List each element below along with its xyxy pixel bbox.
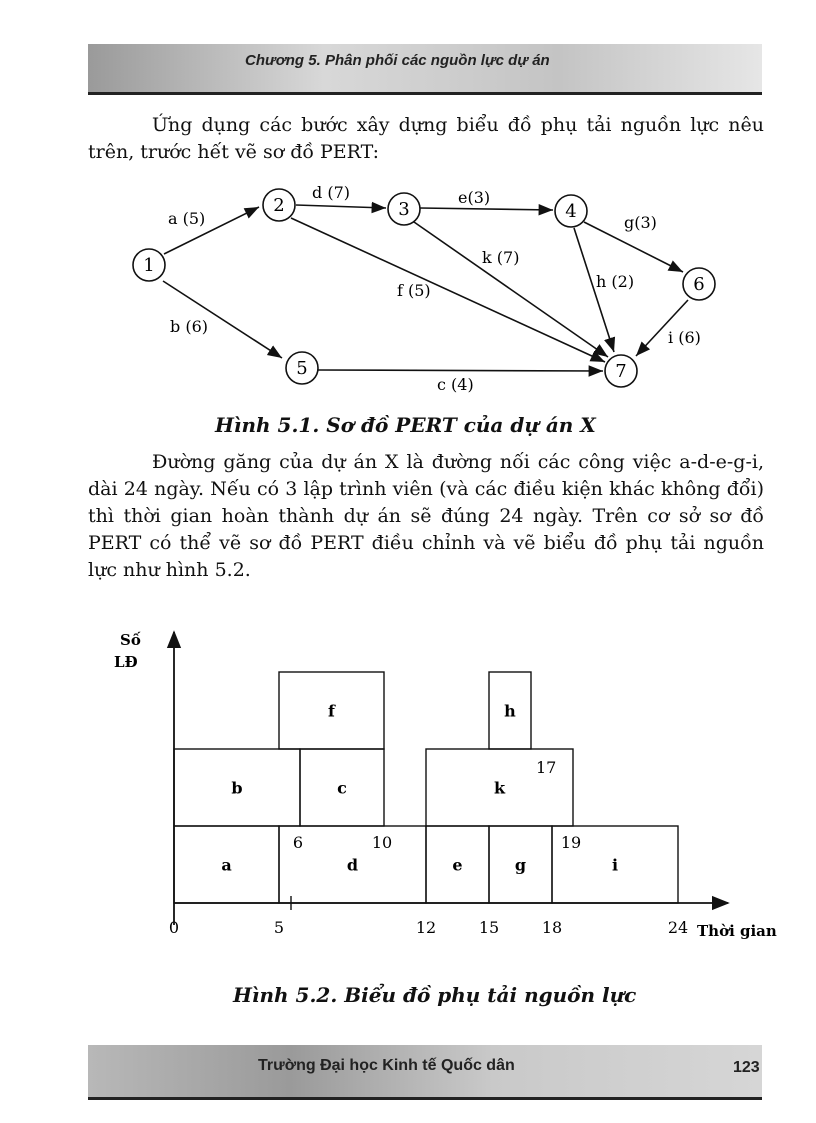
body-paragraph: Đường găng của dự án X là đường nối các công việc a-d-e-g-i, dài 24 ngày. Nếu có 3 lập trình viên (và các điều kiện khác không đổi) thì thời gian hoàn thành dự án sẽ đúng 24 ngày. Trên cơ sở sơ đồ PERT có thể vẽ sơ đồ PERT điều chỉnh và vẽ biểu đồ phụ tải nguồn lực như hình 5.2.	[88, 451, 764, 581]
task-label-f: f	[328, 701, 335, 721]
edge-label-i: i (6)	[668, 328, 701, 347]
annotation-6: 6	[292, 833, 304, 852]
edge-label-g: g(3)	[624, 213, 657, 232]
chapter-title: Chương 5. Phân phối các nguồn lực dự án	[245, 52, 550, 69]
task-label-e: e	[452, 855, 463, 875]
edge-label-e: e(3)	[458, 188, 491, 207]
pert-diagram	[0, 0, 816, 440]
x-axis-label: Thời gian	[697, 922, 777, 940]
figure-5-2-caption: Hình 5.2. Biểu đồ phụ tải nguồn lực	[233, 983, 637, 1007]
x-tick-18: 18	[541, 918, 563, 937]
edge-label-d: d (7)	[312, 183, 350, 202]
y-axis-label-line1: Số	[120, 631, 141, 649]
edge-c	[318, 370, 603, 371]
task-label-d: d	[346, 855, 359, 875]
y-axis-label-line2: LĐ	[114, 653, 138, 671]
task-label-k: k	[493, 778, 506, 798]
node-2-label: 2	[273, 195, 285, 216]
task-label-i: i	[611, 855, 619, 875]
node-5-label: 5	[296, 358, 308, 379]
figure-5-1-caption: Hình 5.1. Sơ đồ PERT của dự án X	[215, 413, 596, 437]
node-7-label: 7	[615, 361, 627, 382]
x-tick-0: 0	[168, 918, 180, 937]
footer-university: Trường Đại học Kinh tế Quốc dân	[258, 1057, 515, 1074]
task-label-a: a	[221, 855, 232, 875]
edge-label-a: a (5)	[168, 209, 206, 228]
annotation-17: 17	[536, 758, 557, 777]
x-tick-5: 5	[273, 918, 285, 937]
intro-paragraph: Ứng dụng các bước xây dựng biểu đồ phụ tải nguồn lực nêu trên, trước hết vẽ sơ đồ PERT:	[88, 114, 764, 163]
task-label-g: g	[514, 855, 527, 875]
node-3-label: 3	[398, 199, 410, 220]
task-label-c: c	[337, 778, 347, 798]
task-label-b: b	[231, 778, 243, 798]
node-4-label: 4	[565, 201, 577, 222]
edge-label-k: k (7)	[482, 248, 520, 267]
node-6-label: 6	[693, 274, 705, 295]
edge-f	[291, 218, 605, 362]
edge-label-b: b (6)	[170, 317, 208, 336]
edge-label-f: f (5)	[397, 281, 431, 300]
edge-label-c: c (4)	[437, 375, 474, 394]
node-1-label: 1	[143, 255, 155, 276]
resource-load-chart	[0, 600, 816, 960]
x-tick-12: 12	[415, 918, 437, 937]
annotation-19: 19	[560, 833, 582, 852]
edge-label-h: h (2)	[596, 272, 635, 291]
task-label-h: h	[504, 701, 516, 721]
edge-d	[296, 205, 386, 208]
annotation-10: 10	[371, 833, 393, 852]
edge-e	[420, 208, 553, 210]
x-tick-15: 15	[478, 918, 500, 937]
page-number: 123	[733, 1059, 760, 1076]
x-tick-24: 24	[667, 918, 689, 937]
